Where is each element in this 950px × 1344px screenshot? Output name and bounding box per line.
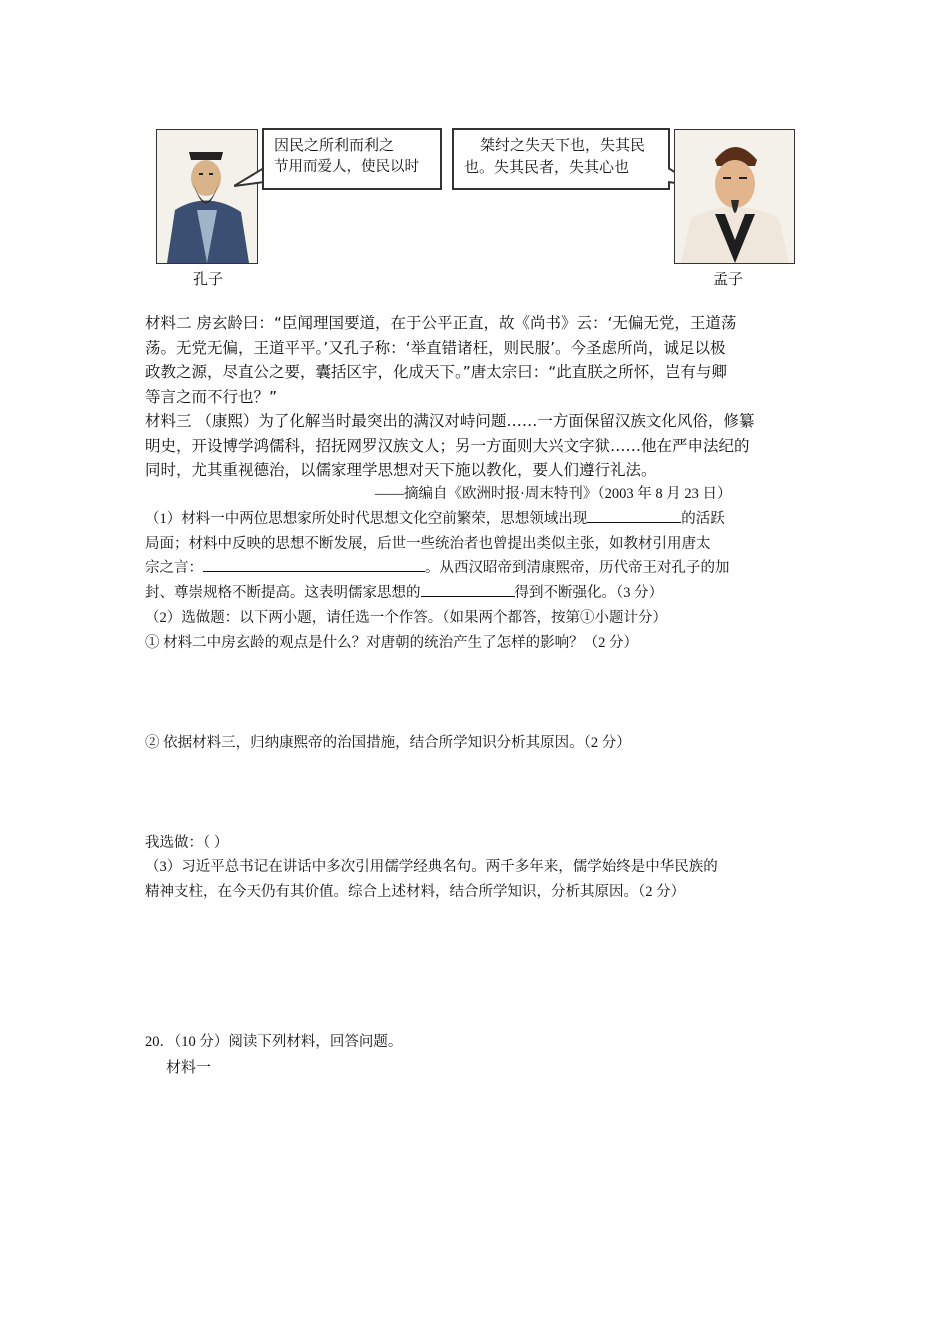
q1-answer-blank-2[interactable] [203, 556, 425, 572]
confucius-name: 孔子 [193, 270, 224, 288]
q1-text-4a: 封、尊崇规格不断提高。这表明儒家思想的 [145, 584, 421, 601]
confucius-speech-bubble [262, 128, 442, 190]
question-20-material-1-label: 材料一 [166, 1058, 212, 1076]
mencius-portrait [674, 129, 795, 264]
question-2-choice[interactable]: 我选做：（ ） [145, 835, 229, 851]
mencius-quote-line2: 也。失其民者，失其心也 [464, 158, 630, 176]
material-2-line-4: 等言之而不行也？” [145, 387, 278, 406]
material-3 [145, 409, 810, 483]
question-2-intro: （2）选做题：以下两小题，请任选一个作答。（如果两个都答，按第①小题计分） [145, 610, 667, 626]
q1-text-2: 局面；材料中反映的思想不断发展，后世一些统治者也曾提出类似主张，如教材引用唐太 [145, 535, 711, 552]
question-2-option-1: ① 材料二中房玄龄的观点是什么？对唐朝的统治产生了怎样的影响？（2 分） [145, 635, 638, 651]
material-2-line-3: 政教之源，尽直公之要，囊括区宇，化成天下。”唐太宗曰：“此直朕之所怀，岂有与卿 [145, 363, 727, 381]
mencius-speech-bubble [452, 128, 670, 190]
mencius-quote-line1: 桀纣之失天下也，失其民 [480, 136, 646, 154]
q1-text-3b: 。从西汉昭帝到清康熙帝，历代帝王对孔子的加 [425, 560, 730, 576]
confucius-quote-line1: 因民之所利而利之 [274, 136, 395, 154]
q1-answer-blank-3[interactable] [421, 581, 515, 597]
question-2-option-2: ② 依据材料三，归纳康熙帝的治国措施，结合所学知识分析其原因。（2 分） [145, 735, 631, 751]
q1-text-1a: （1）材料一中两位思想家所处时代思想文化空前繁荣，思想领域出现 [145, 511, 588, 527]
q3-text-2: 精神支柱，在今天仍有其价值。综合上述材料，结合所学知识，分析其原因。（2 分） [145, 883, 686, 900]
question-2-option-1-answer-area[interactable] [145, 658, 810, 728]
material-3-source: ——摘编自《欧洲时报·周末特刊》（2003 年 8 月 23 日） [375, 486, 732, 502]
q3-text-1: （3）习近平总书记在讲话中多次引用儒学经典名句。两千多年来，儒学始终是中华民族的 [145, 859, 718, 875]
material-2-line-2: 荡。无党无偏，王道平平。’又孔子称：‘举直错诸枉，则民服’。今圣虑所尚，诚足以极 [145, 338, 726, 357]
q1-text-1b: 的活跃 [681, 511, 725, 527]
material-3-line-2: 明史，开设博学鸿儒科，招抚网罗汉族文人；另一方面则大兴文字狱……他在严申法纪的 [145, 436, 750, 455]
q1-answer-blank-1[interactable] [587, 507, 681, 523]
question-3-answer-area[interactable] [145, 910, 810, 1020]
question-2-option-2-answer-area[interactable] [145, 758, 810, 828]
mencius-illustration [675, 130, 794, 263]
question-1 [145, 507, 810, 605]
question-20-title: 20．（10 分）阅读下列材料，回答问题。 [145, 1034, 403, 1050]
material-3-line-3: 同时，尤其重视德治，以儒家理学思想对天下施以教化，要人们遵行礼法。 [145, 461, 657, 479]
q1-text-4b: 得到不断强化。（3 分） [514, 584, 664, 601]
speech-bubble-tail-left [234, 160, 264, 200]
confucius-quote-line2: 节用而爱人，使民以时 [274, 159, 419, 175]
mencius-name: 孟子 [713, 270, 744, 288]
material-2-line-1: 材料二 房玄龄曰：“臣闻理国要道，在于公平正直，故《尚书》云：‘无偏无党，王道荡 [145, 314, 737, 332]
question-3 [145, 855, 810, 904]
material-3-line-1: 材料三 （康熙）为了化解当时最突出的满汉对峙问题……一方面保留汉族文化风俗，修纂 [145, 412, 755, 430]
material-2 [145, 311, 810, 409]
q1-text-3a: 宗之言： [145, 560, 203, 576]
